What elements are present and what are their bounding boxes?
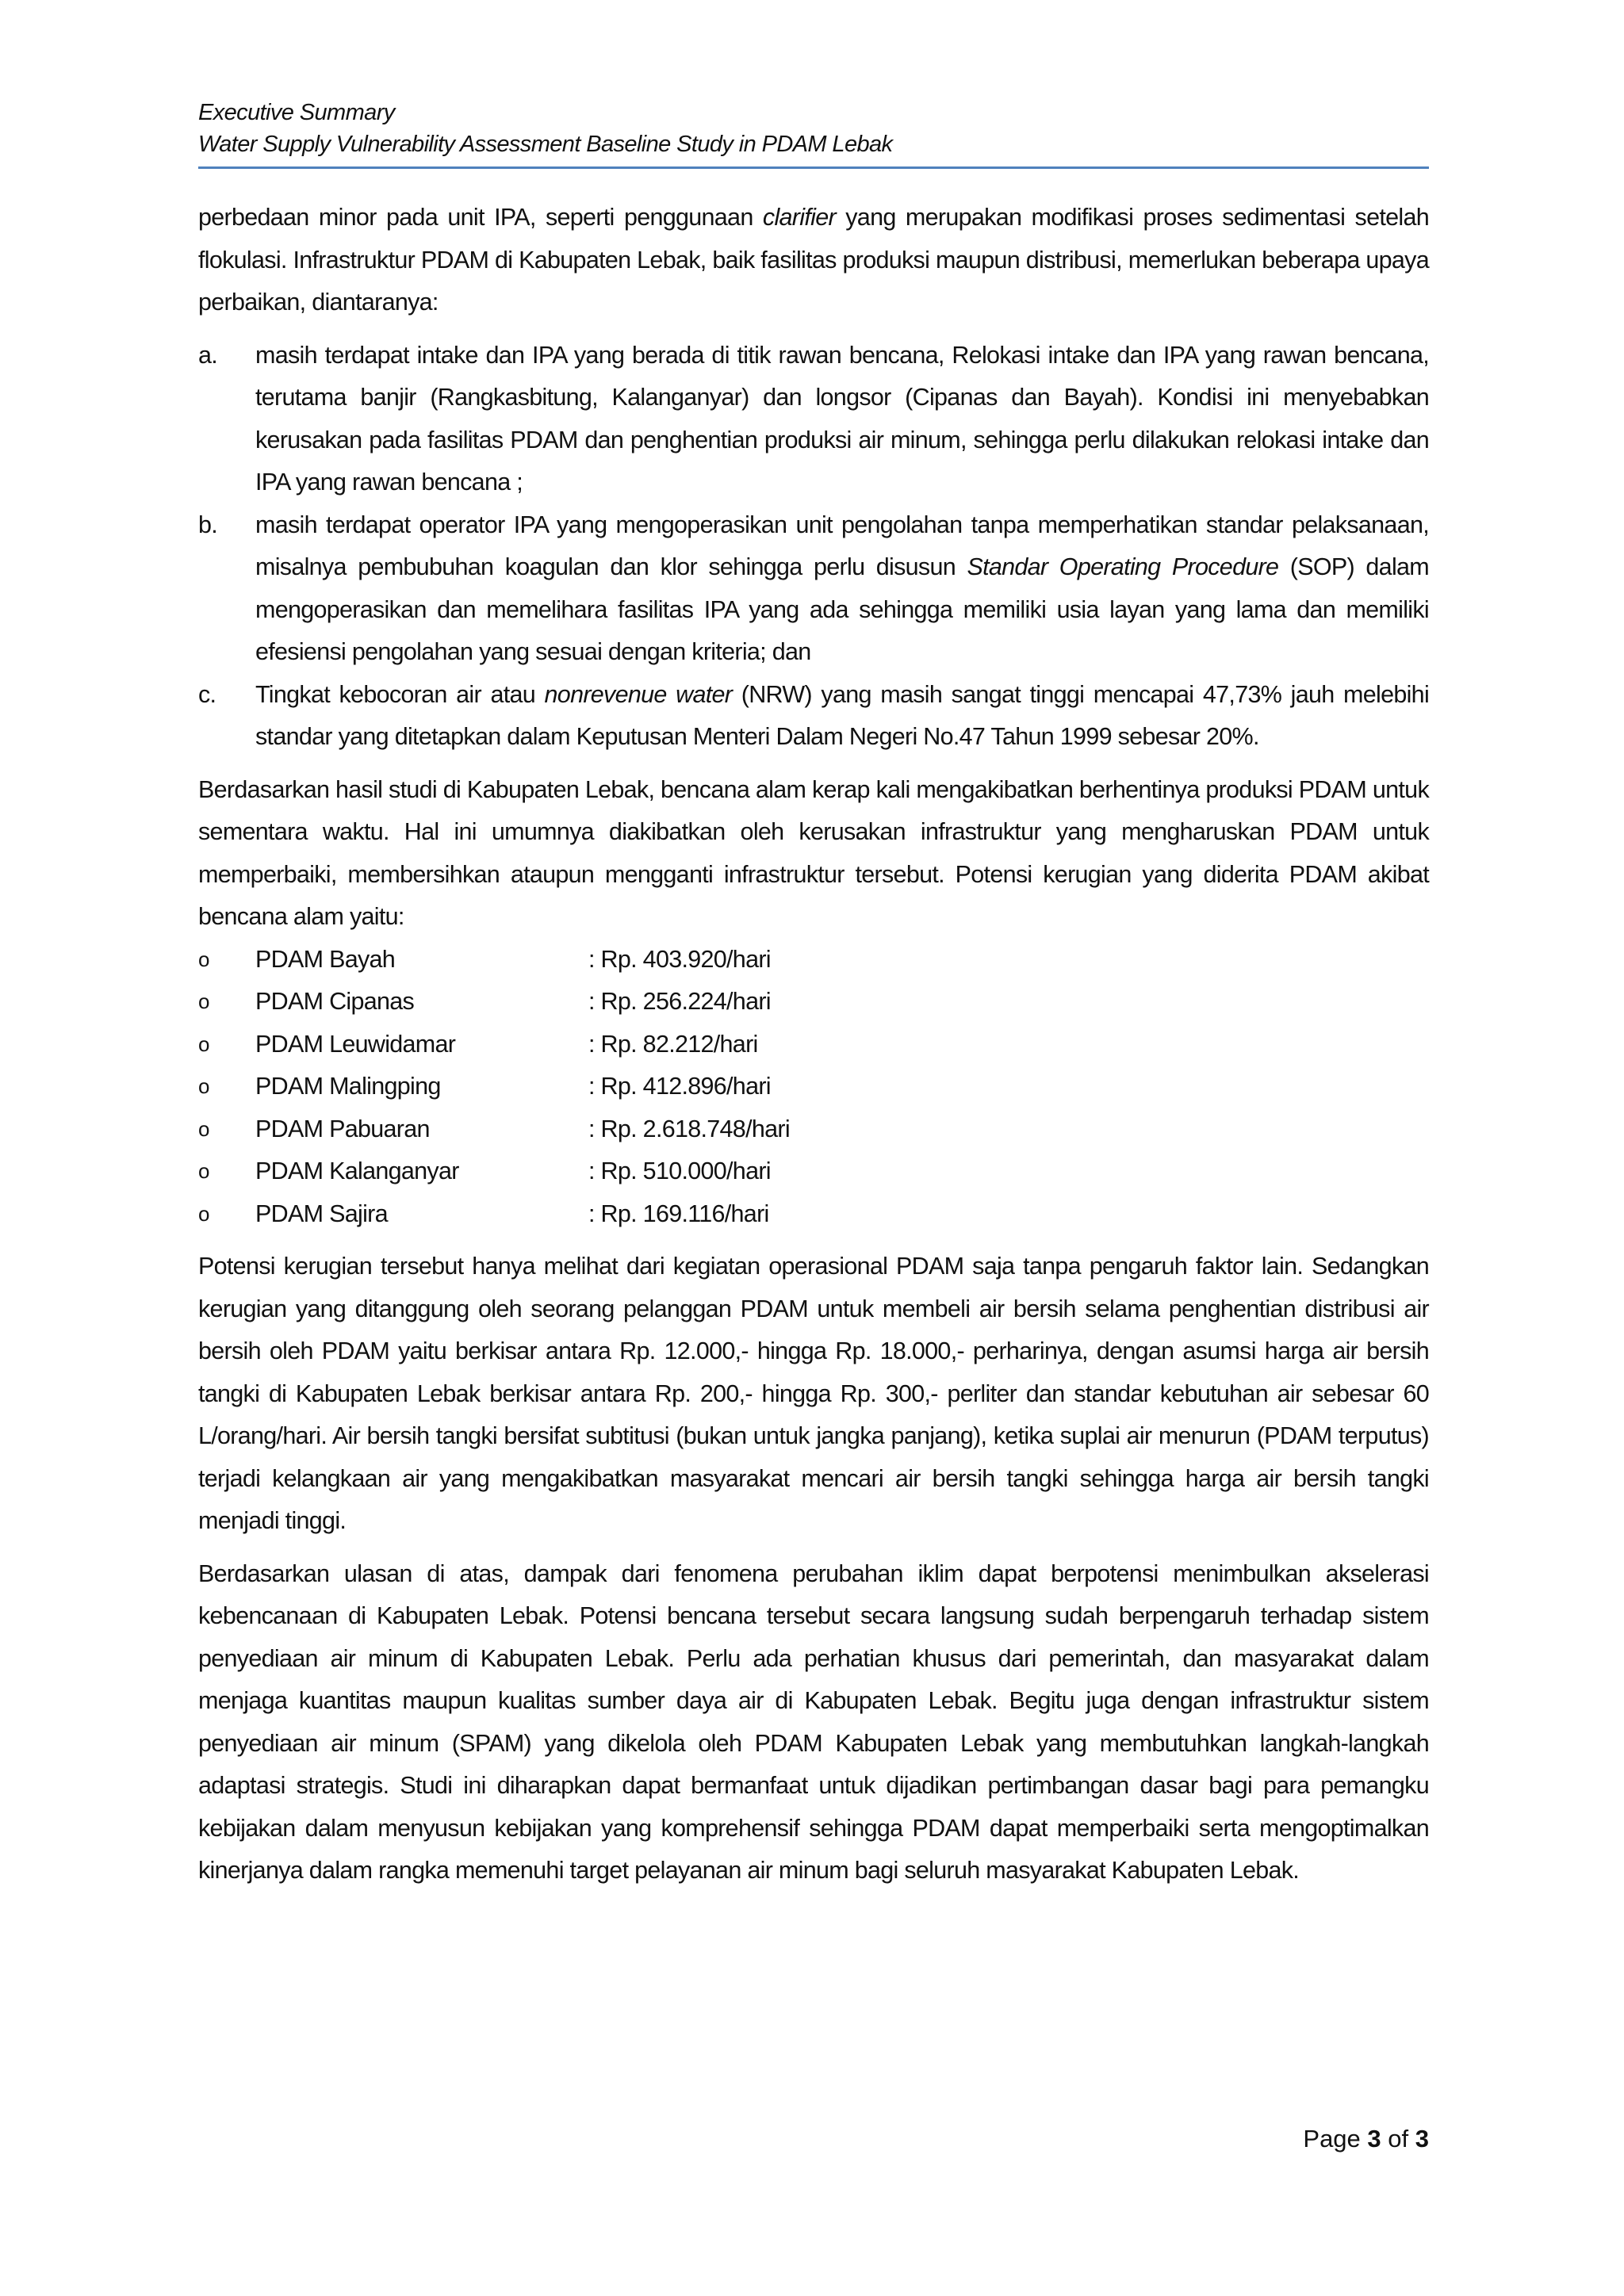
bullet-icon: o (198, 947, 209, 971)
italic-term: clarifier (762, 204, 836, 231)
loss-name: PDAM Bayah (255, 945, 396, 973)
loss-item (198, 981, 1429, 1024)
paragraph-intro (198, 197, 1429, 324)
loss-item (198, 1150, 1429, 1193)
loss-list (198, 939, 1429, 1236)
loss-name: PDAM Kalanganyar (255, 1158, 459, 1184)
bullet-icon: o (198, 1031, 209, 1056)
header-title: Executive Summary (198, 100, 395, 125)
bullet-icon: o (198, 1074, 209, 1098)
loss-name: PDAM Malingping (255, 1073, 441, 1100)
list-item (198, 335, 1429, 504)
paragraph-disaster: Berdasarkan hasil studi di Kabupaten Lebak, bencana alam kerap kali mengakibatkan berhentinya produksi PDAM untuk sementara waktu. Hal ini umumnya diakibatkan oleh kerusakan infrastruktur yang mengharuskan PDAM untuk memperbaiki, membersihkan ataupun mengganti infrastruktur tersebut. Potensi kerugian yang diderita PDAM akibat bencana alam yaitu: (198, 775, 1429, 930)
loss-value: : Rp. 510.000/hari (588, 1158, 771, 1184)
total-pages: 3 (1415, 2125, 1429, 2152)
italic-term: nonrevenue water (544, 680, 733, 708)
loss-item (198, 1024, 1429, 1066)
bullet-icon: o (198, 1159, 209, 1183)
text: of (1381, 2125, 1415, 2152)
text: yang merupakan modifikasi proses sedimentasi setelah flokulasi. Infrastruktur PDAM di Kabupaten Lebak, baik fasilitas produksi maupun distribusi, memerlukan beberapa upaya perbaikan, diantaranya: (198, 204, 1429, 316)
loss-value: : Rp. 256.224/hari (588, 988, 771, 1015)
text: Page (1303, 2125, 1368, 2152)
paragraph-conclusion: Berdasarkan ulasan di atas, dampak dari fenomena perubahan iklim dapat berpotensi menimbulkan akselerasi kebencanaan di Kabupaten Lebak. Potensi bencana tersebut secara langsung sudah berpengaruh terhadap sistem penyediaan air minum di Kabupaten Lebak. Perlu ada perhatian khusus dari pemerintah, dan masyarakat dalam menjaga kuantitas maupun kualitas sumber daya air di Kabupaten Lebak. Begitu juga dengan infrastruktur sistem penyediaan air minum (SPAM) yang dikelola oleh PDAM Kabupaten Lebak yang membutuhkan langkah-langkah adaptasi strategis. Studi ini diharapkan dapat bermanfaat untuk dijadikan pertimbangan dasar bagi para pemangku kebijakan dalam menyusun kebijakan yang komprehensif sehingga PDAM dapat memperbaiki serta mengoptimalkan kinerjanya dalam rangka memenuhi target pelayanan air minum bagi seluruh masyarakat Kabupaten Lebak. (198, 1559, 1429, 1884)
list-marker: a. (198, 341, 218, 369)
running-header (198, 97, 1429, 160)
loss-item (198, 939, 1429, 982)
loss-item (198, 1193, 1429, 1236)
paragraph-customer-loss: Potensi kerugian tersebut hanya melihat dari kegiatan operasional PDAM saja tanpa pengaruh faktor lain. Sedangkan kerugian yang ditanggung oleh seorang pelanggan PDAM untuk membeli air bersih selama penghentian distribusi air bersih oleh PDAM yaitu berkisar antara Rp. 12.000,- hingga Rp. 18.000,- perharinya, dengan asumsi harga air bersih tangki di Kabupaten Lebak berkisar antara Rp. 200,- hingga Rp. 300,- perliter dan standar kebutuhan air sebesar 60 L/orang/hari. Air bersih tangki bersifat subtitusi (bukan untuk jangka panjang), ketika suplai air menurun (PDAM terputus) terjadi kelangkaan air yang mengakibatkan masyarakat mencari air bersih tangki sehingga harga air bersih tangki menjadi tinggi. (198, 1253, 1429, 1534)
loss-value: : Rp. 403.920/hari (588, 945, 771, 973)
current-page: 3 (1367, 2125, 1381, 2152)
loss-item (198, 1066, 1429, 1108)
loss-name: PDAM Leuwidamar (255, 1030, 456, 1058)
bullet-icon: o (198, 989, 209, 1013)
list-item (198, 504, 1429, 674)
text: perbedaan minor pada unit IPA, seperti penggunaan (198, 204, 763, 231)
text: masih terdapat operator IPA yang mengoperasikan unit pengolahan tanpa memperhatikan standar pelaksanaan, misalnya pembubuhan koagulan dan klor sehingga perlu disusun (255, 511, 1429, 580)
header-subtitle: Water Supply Vulnerability Assessment Baseline Study in PDAM Lebak (198, 132, 893, 157)
loss-name: PDAM Pabuaran (255, 1115, 430, 1142)
loss-name: PDAM Sajira (255, 1200, 388, 1227)
text: masih terdapat intake dan IPA yang berada di titik rawan bencana, Relokasi intake dan IPA yang rawan bencana, terutama banjir (Rangkasbitung, Kalanganyar) dan longsor (Cipanas dan Bayah). Kondisi ini menyebabkan kerusakan pada fasilitas PDAM dan penghentian produksi air minum, sehingga perlu dilakukan relokasi intake dan IPA yang rawan bencana ; (255, 341, 1429, 496)
text: (NRW) yang masih sangat tinggi mencapai 47,73% jauh melebihi standar yang ditetapkan dalam Keputusan Menteri Dalam Negeri No.47 Tahun 1999 sebesar 20%. (255, 680, 1430, 750)
loss-item (198, 1108, 1429, 1151)
bullet-icon: o (198, 1116, 209, 1141)
page-number (1303, 2125, 1429, 2153)
loss-value: : Rp. 82.212/hari (588, 1030, 758, 1058)
text: (SOP) dalam mengoperasikan dan memelihara fasilitas IPA yang ada sehingga memiliki usia layan yang lama dan memiliki efesiensi pengolahan yang sesuai dengan kriteria; dan (255, 553, 1429, 665)
bullet-icon: o (198, 1201, 209, 1226)
list-text (255, 674, 1429, 759)
list-text (255, 504, 1429, 674)
list-text (255, 335, 1429, 504)
list-marker: b. (198, 511, 218, 538)
loss-value: : Rp. 2.618.748/hari (588, 1115, 790, 1142)
loss-value: : Rp. 169.116/hari (588, 1200, 769, 1227)
improvement-list (198, 335, 1429, 759)
loss-value: : Rp. 412.896/hari (588, 1073, 771, 1100)
italic-term: Standar Operating Procedure (967, 553, 1279, 580)
text: Tingkat kebocoran air atau (255, 680, 545, 708)
loss-name: PDAM Cipanas (255, 988, 415, 1015)
header-divider (198, 166, 1429, 169)
list-item (198, 674, 1429, 759)
list-marker: c. (198, 680, 216, 708)
document-body (198, 197, 1429, 1903)
